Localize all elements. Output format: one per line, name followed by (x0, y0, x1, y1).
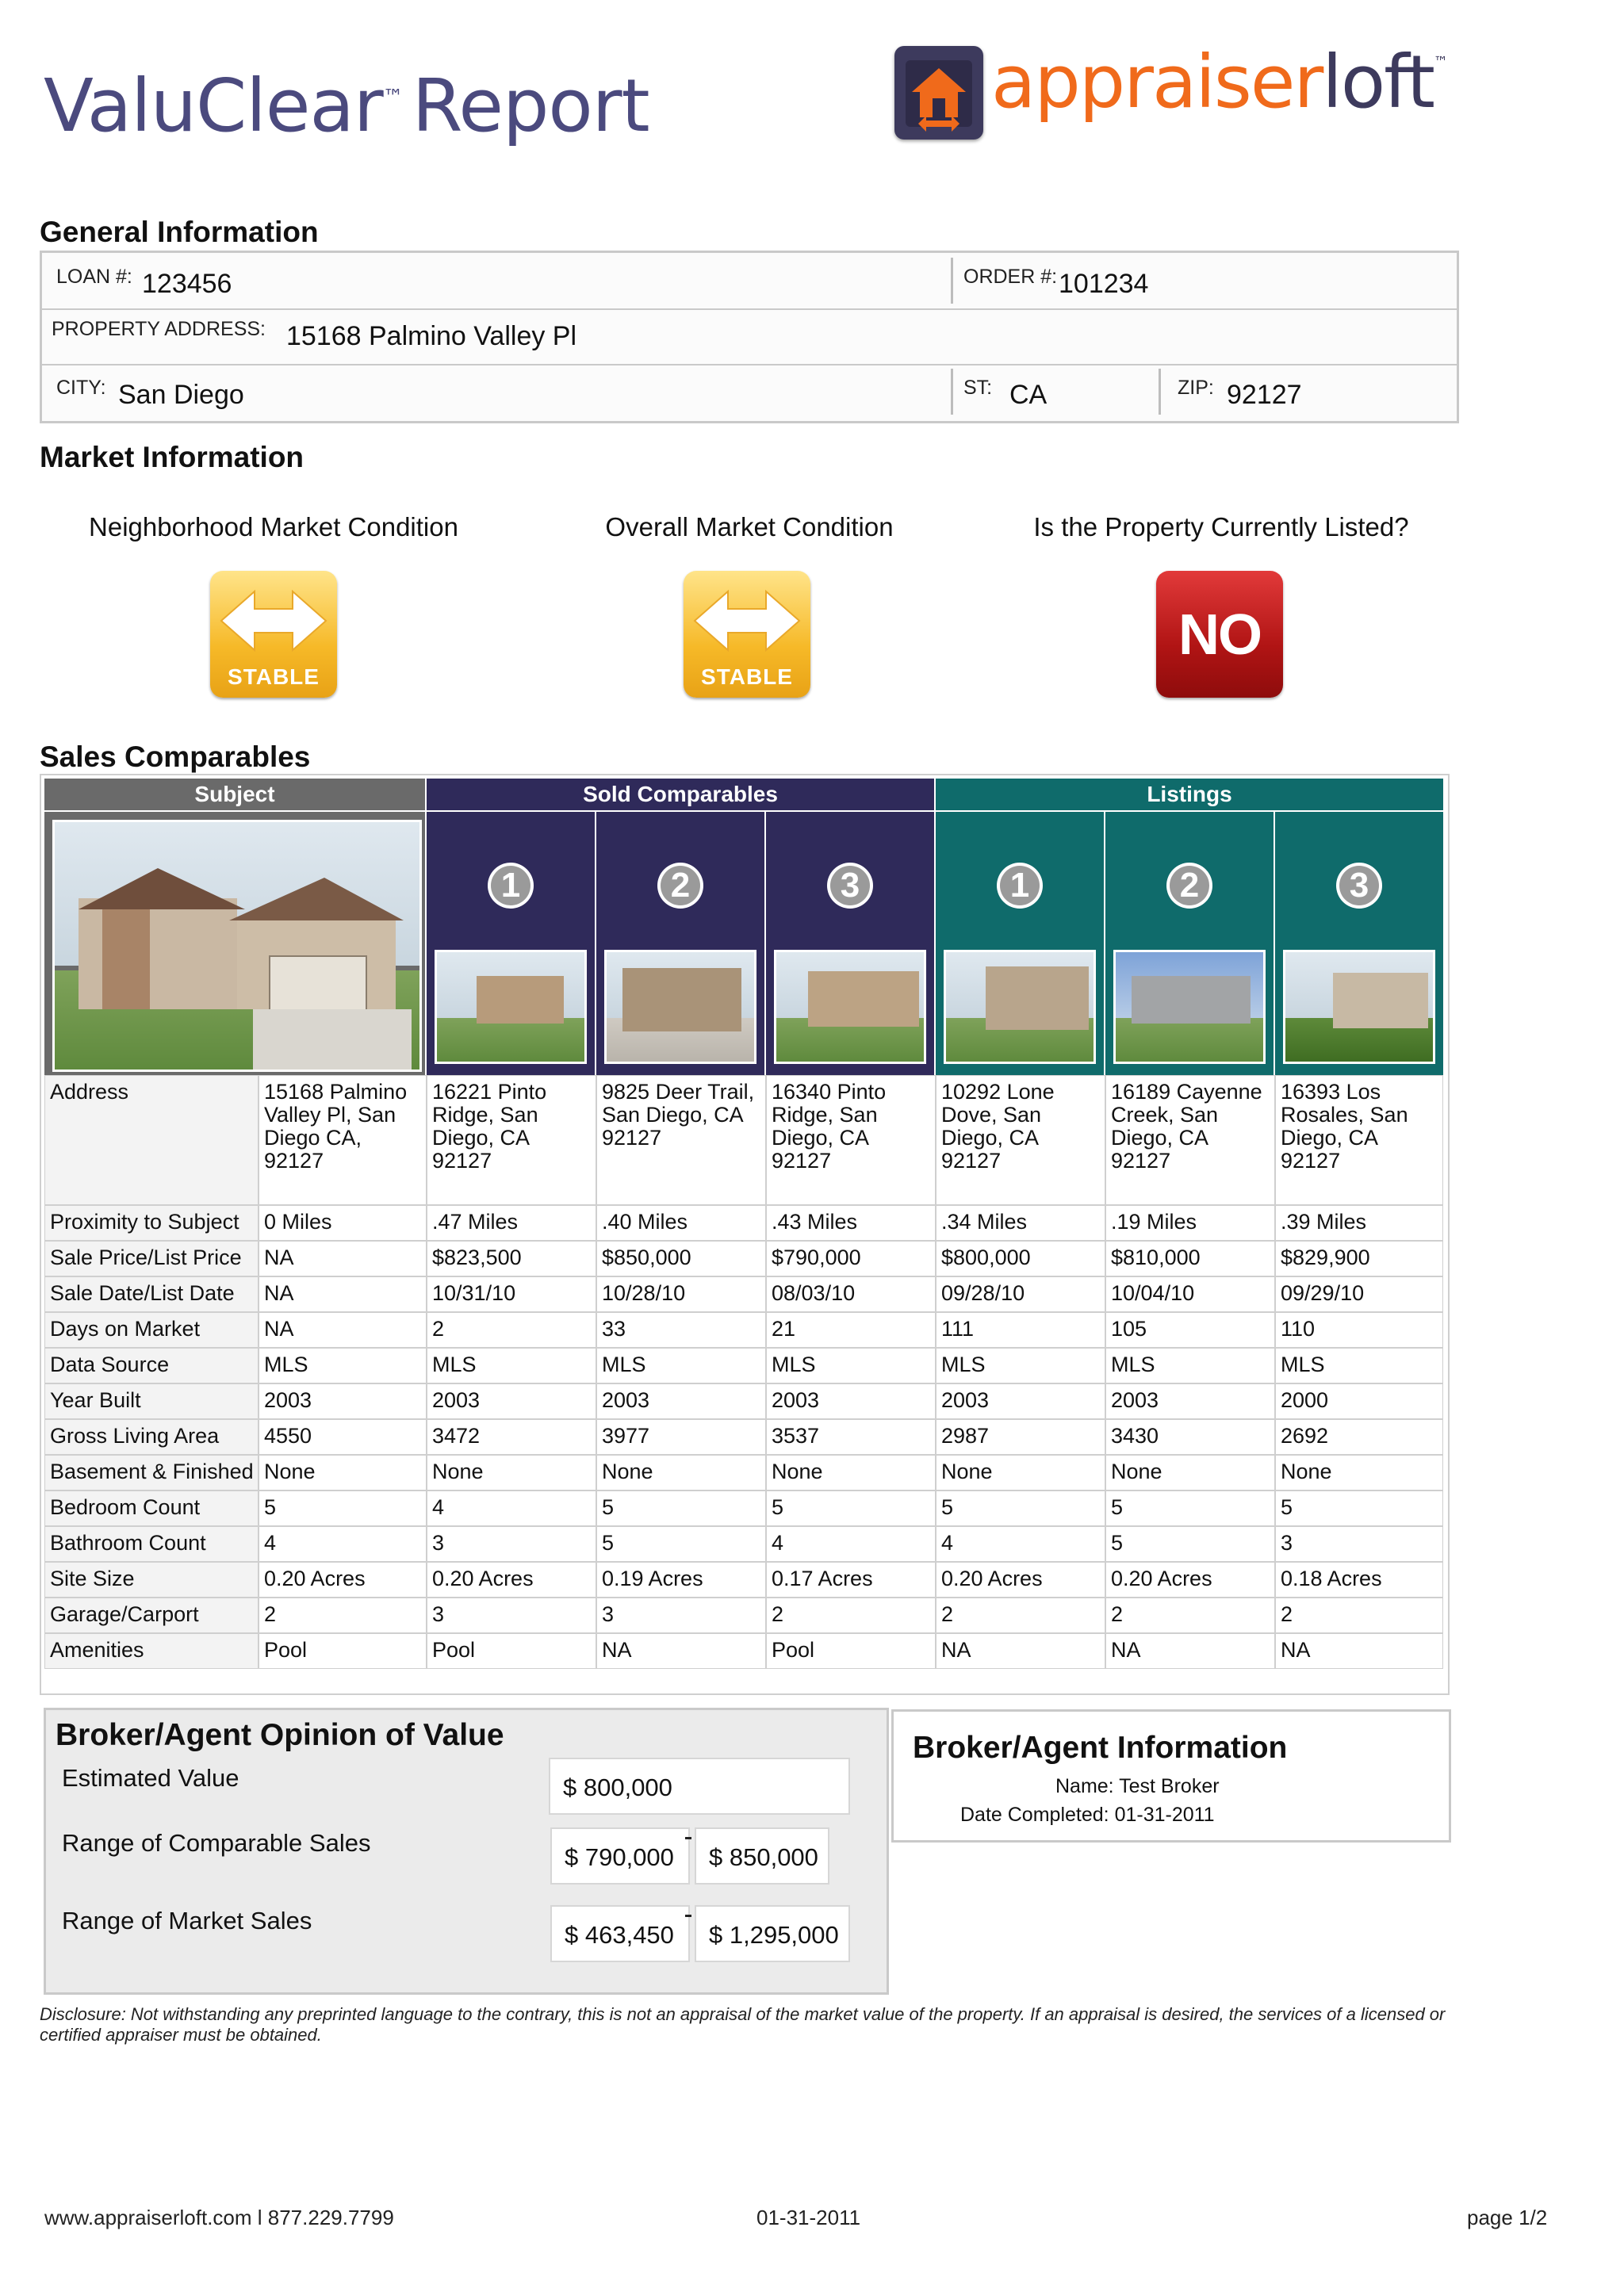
row-label: Proximity to Subject (44, 1205, 259, 1241)
divider (1159, 369, 1161, 415)
sold-comp-1-photo-cell (427, 812, 595, 1075)
estimated-value-label: Estimated Value (62, 1764, 239, 1792)
listing-value-cell: 2 (936, 1598, 1105, 1633)
report-title: ValuClear (44, 63, 383, 148)
order-cell (956, 253, 1431, 308)
listing-value-cell: 5 (1105, 1526, 1275, 1562)
listing-value-cell: NA (936, 1633, 1105, 1669)
range-dash (685, 1837, 691, 1839)
loan-order-row (42, 253, 1457, 310)
row-label: Year Built (44, 1383, 259, 1419)
row-label: Data Source (44, 1348, 259, 1383)
city-label: CITY: (56, 377, 106, 399)
sales-comparables-title: Sales Comparables (40, 740, 311, 773)
currently-listed-label: Is the Property Currently Listed? (1033, 512, 1409, 541)
comp-number-badge (1336, 863, 1382, 909)
market-range-label: Range of Market Sales (62, 1907, 312, 1934)
broker-name-value: Test Broker (1119, 1775, 1220, 1797)
listing-value-cell: 2000 (1275, 1383, 1443, 1419)
listing-1-photo-cell (936, 812, 1104, 1075)
neighborhood-status: STABLE (228, 664, 320, 689)
group-header-listings: Listings (936, 779, 1443, 810)
zip-value: 92127 (1227, 380, 1302, 410)
footer-date: 01-31-2011 (756, 2206, 861, 2229)
listed-status: NO (1178, 603, 1261, 667)
report-logo-title (44, 63, 649, 148)
sold-comp-value-cell: None (427, 1455, 596, 1490)
broker-name-label: Name: (1055, 1775, 1114, 1797)
row-label: Gross Living Area (44, 1419, 259, 1455)
listing-value-cell: .19 Miles (1105, 1205, 1275, 1241)
comp-range-low-box: $ 790,000 (550, 1827, 690, 1885)
footer-contact: www.appraiserloft.com l 877.229.7799 (44, 2206, 394, 2229)
listing-value-cell: 4 (936, 1526, 1105, 1562)
brand-wordmark (991, 40, 1446, 124)
listing-value-cell: 0.20 Acres (1105, 1562, 1275, 1598)
sold-comp-2-photo (604, 950, 756, 1064)
city-value: San Diego (118, 380, 244, 410)
market-range-low-box: $ 463,450 (550, 1905, 690, 1962)
listing-value-cell: MLS (1275, 1348, 1443, 1383)
sold-comp-value-cell: 3977 (596, 1419, 766, 1455)
subject-value-cell: Pool (259, 1633, 427, 1669)
subject-value-cell: 4550 (259, 1419, 427, 1455)
sold-comp-value-cell: 4 (427, 1490, 596, 1526)
listing-value-cell: None (936, 1455, 1105, 1490)
sold-comp-value-cell: .47 Miles (427, 1205, 596, 1241)
opinion-title: Broker/Agent Opinion of Value (56, 1718, 504, 1752)
subject-value-cell: None (259, 1455, 427, 1490)
sold-comp-value-cell: 3 (427, 1598, 596, 1633)
sold-comp-value-cell: MLS (427, 1348, 596, 1383)
comp-number: 1 (1000, 866, 1040, 905)
listing-value-cell: $829,900 (1275, 1241, 1443, 1276)
sold-comp-value-cell: 10/28/10 (596, 1276, 766, 1312)
sold-comp-value-cell: 9825 Deer Trail, San Diego, CA 92127 (596, 1075, 766, 1205)
loan-cell (42, 253, 946, 308)
city-state-zip-row (42, 364, 1457, 419)
report-title-tm: ™ (382, 86, 403, 109)
subject-value-cell: 2003 (259, 1383, 427, 1419)
comp-range-high-box: $ 850,000 (695, 1827, 829, 1885)
comp-number: 2 (661, 866, 700, 905)
group-header-sold: Sold Comparables (427, 779, 934, 810)
group-header-subject: Subject (44, 779, 425, 810)
comp-number-badge (1166, 863, 1212, 909)
listing-value-cell: .39 Miles (1275, 1205, 1443, 1241)
sold-comp-value-cell: None (766, 1455, 936, 1490)
row-label: Garage/Carport (44, 1598, 259, 1633)
broker-date-line (960, 1804, 1215, 1827)
listing-3-photo-cell (1275, 812, 1443, 1075)
row-label: Sale Date/List Date (44, 1276, 259, 1312)
comp-range-label: Range of Comparable Sales (62, 1829, 371, 1857)
listing-2-photo (1113, 950, 1266, 1064)
opinion-of-value-panel (44, 1708, 889, 1995)
sold-comp-value-cell: 5 (596, 1490, 766, 1526)
listing-value-cell: 16393 Los Rosales, San Diego, CA 92127 (1275, 1075, 1443, 1205)
sold-comp-value-cell: 2003 (427, 1383, 596, 1419)
general-info-panel (40, 251, 1459, 423)
estimated-value-box: $ 800,000 (549, 1758, 850, 1815)
listing-value-cell: 5 (936, 1490, 1105, 1526)
sold-comp-value-cell: 0.17 Acres (766, 1562, 936, 1598)
broker-date-label: Date Completed: (960, 1804, 1109, 1826)
row-label: Bedroom Count (44, 1490, 259, 1526)
comp-number: 3 (1339, 866, 1379, 905)
zip-label: ZIP: (1178, 377, 1214, 399)
row-label: Basement & Finished (44, 1455, 259, 1490)
sold-comp-value-cell: .40 Miles (596, 1205, 766, 1241)
comparables-table (40, 774, 1450, 1695)
sold-comp-value-cell: 2 (766, 1598, 936, 1633)
sold-comp-value-cell: 16340 Pinto Ridge, San Diego, CA 92127 (766, 1075, 936, 1205)
listing-3-photo (1283, 950, 1435, 1064)
order-value: 101234 (1059, 269, 1149, 299)
market-info-title: Market Information (40, 441, 304, 473)
sold-comp-value-cell: 2 (427, 1312, 596, 1348)
comp-number: 3 (830, 866, 870, 905)
listing-value-cell: $810,000 (1105, 1241, 1275, 1276)
sold-comp-value-cell: .43 Miles (766, 1205, 936, 1241)
subject-value-cell: MLS (259, 1348, 427, 1383)
sold-comp-value-cell: 3472 (427, 1419, 596, 1455)
listing-value-cell: 16189 Cayenne Creek, San Diego, CA 92127 (1105, 1075, 1275, 1205)
overall-stable-badge (684, 571, 810, 698)
sold-comp-value-cell: 3 (596, 1598, 766, 1633)
listing-value-cell: 5 (1105, 1490, 1275, 1526)
sold-comp-value-cell: 10/31/10 (427, 1276, 596, 1312)
subject-value-cell: 15168 Palmino Valley Pl, San Diego CA, 92127 (259, 1075, 427, 1205)
divider (951, 369, 953, 415)
listing-value-cell: 105 (1105, 1312, 1275, 1348)
subject-value-cell: 5 (259, 1490, 427, 1526)
listing-value-cell: 2692 (1275, 1419, 1443, 1455)
brand-part2: loft (1322, 40, 1434, 124)
listing-value-cell: 2003 (1105, 1383, 1275, 1419)
listing-value-cell: $800,000 (936, 1241, 1105, 1276)
listing-value-cell: .34 Miles (936, 1205, 1105, 1241)
broker-info-title: Broker/Agent Information (913, 1731, 1288, 1765)
row-label: Site Size (44, 1562, 259, 1598)
sold-comp-value-cell: 33 (596, 1312, 766, 1348)
listing-value-cell: None (1105, 1455, 1275, 1490)
sold-comp-value-cell: NA (596, 1633, 766, 1669)
sold-comp-value-cell: MLS (766, 1348, 936, 1383)
subject-house-photo (52, 820, 422, 1072)
overall-status: STABLE (701, 664, 793, 689)
listing-value-cell: 3 (1275, 1526, 1443, 1562)
comp-number-badge (997, 863, 1043, 909)
subject-value-cell: 4 (259, 1526, 427, 1562)
row-label: Address (44, 1075, 259, 1205)
sold-comp-value-cell: 2003 (596, 1383, 766, 1419)
sold-comp-1-photo (435, 950, 587, 1064)
loan-label: LOAN #: (56, 266, 132, 288)
subject-value-cell: NA (259, 1241, 427, 1276)
disclosure-text: Disclosure: Not withstanding any preprinted language to the contrary, this is not an appraisal of the market value of the property. If an appraisal is desired, the services of a licensed or certified appraiser must be obtained. (40, 2004, 1446, 2045)
stable-arrows-icon (218, 585, 329, 656)
appraiserloft-logo (894, 40, 1481, 149)
sold-comp-value-cell: MLS (596, 1348, 766, 1383)
listing-value-cell: 2987 (936, 1419, 1105, 1455)
sold-comp-value-cell: 5 (596, 1526, 766, 1562)
subject-photo-cell (44, 812, 425, 1075)
listing-value-cell: MLS (936, 1348, 1105, 1383)
broker-date-value: 01-31-2011 (1114, 1804, 1215, 1826)
sold-comp-value-cell: 5 (766, 1490, 936, 1526)
listing-value-cell: 111 (936, 1312, 1105, 1348)
listing-value-cell: 10/04/10 (1105, 1276, 1275, 1312)
sold-comp-value-cell: 3 (427, 1526, 596, 1562)
row-label: Amenities (44, 1633, 259, 1669)
sold-comp-value-cell: $790,000 (766, 1241, 936, 1276)
listing-value-cell: 0.20 Acres (936, 1562, 1105, 1598)
listing-1-photo (944, 950, 1096, 1064)
order-label: ORDER #: (963, 266, 1058, 288)
sold-comp-value-cell: None (596, 1455, 766, 1490)
comp-number: 1 (491, 866, 530, 905)
sold-comp-3-photo (774, 950, 926, 1064)
divider (951, 258, 953, 304)
sold-comp-value-cell: 0.19 Acres (596, 1562, 766, 1598)
sold-comp-value-cell: $850,000 (596, 1241, 766, 1276)
listing-value-cell: 2 (1105, 1598, 1275, 1633)
subject-value-cell: 0.20 Acres (259, 1562, 427, 1598)
loan-value: 123456 (142, 269, 232, 299)
listing-value-cell: MLS (1105, 1348, 1275, 1383)
address-row (42, 308, 1457, 365)
sold-comp-value-cell: 21 (766, 1312, 936, 1348)
comp-number-badge (827, 863, 873, 909)
listing-value-cell: 5 (1275, 1490, 1443, 1526)
sold-comp-value-cell: Pool (427, 1633, 596, 1669)
row-label: Sale Price/List Price (44, 1241, 259, 1276)
neighborhood-condition-label: Neighborhood Market Condition (89, 512, 458, 541)
listing-value-cell: 3430 (1105, 1419, 1275, 1455)
house-logo-icon (894, 46, 983, 140)
sold-comp-value-cell: 4 (766, 1526, 936, 1562)
brand-tm: ™ (1434, 54, 1446, 71)
sold-comp-value-cell: Pool (766, 1633, 936, 1669)
sold-comp-value-cell: 0.20 Acres (427, 1562, 596, 1598)
sold-comp-value-cell: 08/03/10 (766, 1276, 936, 1312)
broker-name-line (1055, 1775, 1220, 1798)
row-label: Days on Market (44, 1312, 259, 1348)
listing-value-cell: 10292 Lone Dove, San Diego, CA 92127 (936, 1075, 1105, 1205)
subject-value-cell: 2 (259, 1598, 427, 1633)
sold-comp-2-photo-cell (596, 812, 764, 1075)
sold-comp-value-cell: 2003 (766, 1383, 936, 1419)
subject-value-cell: NA (259, 1276, 427, 1312)
comp-number-badge (488, 863, 534, 909)
listing-2-photo-cell (1105, 812, 1274, 1075)
stable-arrows-icon (691, 585, 802, 656)
state-label: ST: (963, 377, 993, 399)
row-label: Bathroom Count (44, 1526, 259, 1562)
listing-value-cell: 110 (1275, 1312, 1443, 1348)
listing-value-cell: NA (1275, 1633, 1443, 1669)
range-dash (685, 1915, 691, 1917)
comp-number: 2 (1170, 866, 1209, 905)
market-range-high-box: $ 1,295,000 (695, 1905, 850, 1962)
address-value: 15168 Palmino Valley Pl (286, 321, 577, 351)
listed-no-badge (1156, 571, 1283, 698)
listing-value-cell: 0.18 Acres (1275, 1562, 1443, 1598)
sold-comp-value-cell: 16221 Pinto Ridge, San Diego, CA 92127 (427, 1075, 596, 1205)
listing-value-cell: NA (1105, 1633, 1275, 1669)
address-label: PROPERTY ADDRESS: (52, 318, 266, 340)
sold-comp-value-cell: $823,500 (427, 1241, 596, 1276)
listing-value-cell: 2 (1275, 1598, 1443, 1633)
listing-value-cell: 2003 (936, 1383, 1105, 1419)
listing-value-cell: None (1275, 1455, 1443, 1490)
state-value: CA (1009, 380, 1048, 410)
subject-value-cell: NA (259, 1312, 427, 1348)
overall-condition-label: Overall Market Condition (605, 512, 894, 541)
subject-value-cell: 0 Miles (259, 1205, 427, 1241)
brand-part1: appraiser (991, 40, 1323, 124)
neighborhood-stable-badge (210, 571, 337, 698)
listing-value-cell: 09/29/10 (1275, 1276, 1443, 1312)
sold-comp-3-photo-cell (766, 812, 934, 1075)
broker-info-panel (891, 1709, 1451, 1843)
sold-comp-value-cell: 3537 (766, 1419, 936, 1455)
general-info-title: General Information (40, 216, 319, 248)
footer-page: page 1/2 (1467, 2206, 1548, 2229)
comp-number-badge (657, 863, 703, 909)
listing-value-cell: 09/28/10 (936, 1276, 1105, 1312)
report-title-suffix: Report (412, 63, 649, 148)
